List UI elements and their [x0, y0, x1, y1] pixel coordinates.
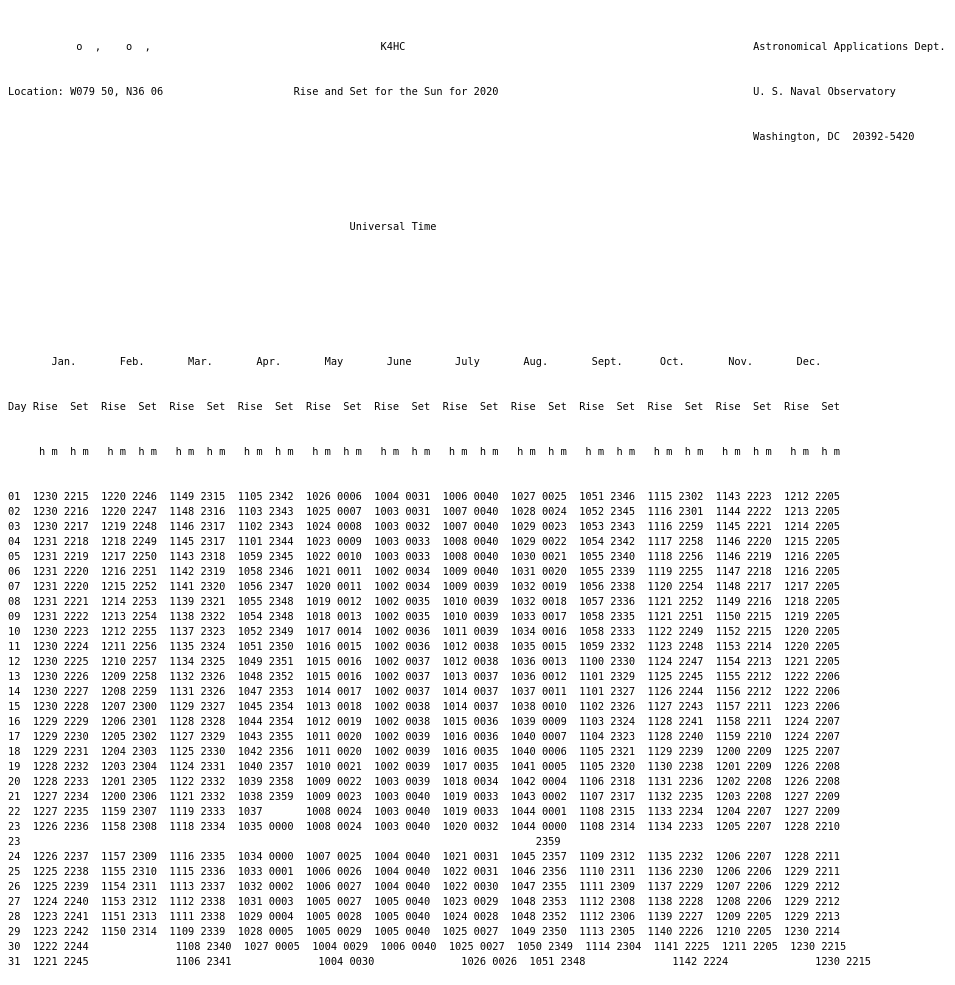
blank-line: [8, 265, 946, 280]
table-row: 30 1222 2244 1108 2340 1027 0005 1004 0029 1006 0040 1025 0027 1050 2349 1114 2304 1141 2225 1211 2205 1230 2215: [8, 941, 847, 953]
location-degree-marks: o , o ,: [8, 41, 151, 53]
table-row: 21 1227 2234 1200 2306 1121 2332 1038 2359 1009 0023 1003 0040 1019 0033 1043 0002 1107 2317 1132 2235 1203 2208 1227 2209: [8, 791, 840, 803]
table-row: 28 1223 2241 1151 2313 1111 2338 1029 0004 1005 0028 1005 0040 1024 0028 1048 2352 1112 2306 1139 2227 1209 2205 1229 2213: [8, 911, 840, 923]
usno-sun-table-document: [8, 10, 946, 985]
location-label: Location: W079 50, N36 06: [8, 86, 164, 98]
table-row: 04 1231 2218 1218 2249 1145 2317 1101 2344 1023 0009 1003 0033 1008 0040 1029 0022 1054 2342 1117 2258 1146 2220 1215 2205: [8, 536, 840, 548]
publisher-line-3: Washington, DC 20392-5420: [753, 131, 915, 143]
report-title: K4HC: [380, 41, 406, 53]
publisher-address-line: [8, 130, 946, 145]
blank-line: [8, 310, 946, 325]
table-row: 26 1225 2239 1154 2311 1113 2337 1032 0002 1006 0027 1004 0040 1022 0030 1047 2355 1111 2309 1137 2229 1207 2206 1229 2212: [8, 881, 840, 893]
table-row: 22 1227 2235 1159 2307 1119 2333 1037 1008 0024 1003 0040 1019 0033 1044 0001 1108 2315 1133 2234 1204 2207 1227 2209: [8, 806, 840, 818]
location-title-line: [8, 85, 946, 100]
table-row: 25 1225 2238 1155 2310 1115 2336 1033 0001 1006 0026 1004 0040 1022 0031 1046 2356 1110 2311 1136 2230 1206 2206 1229 2211: [8, 866, 840, 878]
table-row: 17 1229 2230 1205 2302 1127 2329 1043 2355 1011 0020 1002 0039 1016 0036 1040 0007 1104 2323 1128 2240 1159 2210 1224 2207: [8, 731, 840, 743]
publisher-line-1: Astronomical Applications Dept.: [753, 41, 946, 53]
table-row: 01 1230 2215 1220 2246 1149 2315 1105 2342 1026 0006 1004 0031 1006 0040 1027 0025 1051 2346 1115 2302 1143 2223 1212 2205: [8, 491, 840, 503]
table-row: 06 1231 2220 1216 2251 1142 2319 1058 2346 1021 0011 1002 0034 1009 0040 1031 0020 1055 2339 1119 2255 1147 2218 1216 2205: [8, 566, 840, 578]
day-rows: [8, 490, 946, 970]
table-row: 07 1231 2220 1215 2252 1141 2320 1056 2347 1020 0011 1002 0034 1009 0039 1032 0019 1056 2338 1120 2254 1148 2217 1217 2205: [8, 581, 840, 593]
rise-set-header-row: Day Rise Set Rise Set Rise Set Rise Set Rise Set Rise Set Rise Set Rise Set Rise Set Rise Set Rise Set Rise Set: [8, 401, 840, 413]
table-row: 11 1230 2224 1211 2256 1135 2324 1051 2350 1016 0015 1002 0036 1012 0038 1035 0015 1059 2332 1123 2248 1153 2214 1220 2205: [8, 641, 840, 653]
table-row: 09 1231 2222 1213 2254 1138 2322 1054 2348 1018 0013 1002 0035 1010 0039 1033 0017 1058 2335 1121 2251 1150 2215 1219 2205: [8, 611, 840, 623]
blank-line: [8, 175, 946, 190]
table-row: 10 1230 2223 1212 2255 1137 2323 1052 2349 1017 0014 1002 0036 1011 0039 1034 0016 1058 2333 1122 2249 1152 2215 1220 2205: [8, 626, 840, 638]
publisher-line-2: U. S. Naval Observatory: [753, 86, 896, 98]
table-row: 16 1229 2229 1206 2301 1128 2328 1044 2354 1012 0019 1002 0038 1015 0036 1039 0009 1103 2324 1128 2241 1158 2211 1224 2207: [8, 716, 840, 728]
table-row: 03 1230 2217 1219 2248 1146 2317 1102 2343 1024 0008 1003 0032 1007 0040 1029 0023 1053 2343 1116 2259 1145 2221 1214 2205: [8, 521, 840, 533]
time-basis-line: [8, 220, 946, 235]
table-row: 15 1230 2228 1207 2300 1129 2327 1045 2354 1013 0018 1002 0038 1014 0037 1038 0010 1102 2326 1127 2243 1157 2211 1223 2206: [8, 701, 840, 713]
table-row: 29 1223 2242 1150 2314 1109 2339 1028 0005 1005 0029 1005 0040 1025 0027 1049 2350 1113 2305 1140 2226 1210 2205 1230 2214: [8, 926, 840, 938]
report-subtitle: Rise and Set for the Sun for 2020: [293, 86, 499, 98]
location-degree-marks-line: [8, 40, 946, 55]
table-row: 27 1224 2240 1153 2312 1112 2338 1031 0003 1005 0027 1005 0040 1023 0029 1048 2353 1112 2308 1138 2228 1208 2206 1229 2212: [8, 896, 840, 908]
table-row: 12 1230 2225 1210 2257 1134 2325 1049 2351 1015 0016 1002 0037 1012 0038 1036 0013 1100 2330 1124 2247 1154 2213 1221 2205: [8, 656, 840, 668]
hour-minute-units-row: h m h m h m h m h m h m h m h m h m h m h m h m h m h m h m h m h m h m h m h m h m h m h m h m: [8, 446, 840, 458]
table-row: 05 1231 2219 1217 2250 1143 2318 1059 2345 1022 0010 1003 0033 1008 0040 1030 0021 1055 2340 1118 2256 1146 2219 1216 2205: [8, 551, 840, 563]
month-header-row: Jan. Feb. Mar. Apr. May June July Aug. Sept. Oct. Nov. Dec.: [8, 356, 822, 368]
time-basis: Universal Time: [349, 221, 437, 233]
table-row: 19 1228 2232 1203 2304 1124 2331 1040 2357 1010 0021 1002 0039 1017 0035 1041 0005 1105 2320 1130 2238 1201 2209 1226 2208: [8, 761, 840, 773]
table-row: 23 1226 2236 1158 2308 1118 2334 1035 0000 1008 0024 1003 0040 1020 0032 1044 0000 1108 2314 1134 2233 1205 2207 1228 2210: [8, 821, 840, 833]
table-row: 14 1230 2227 1208 2259 1131 2326 1047 2353 1014 0017 1002 0037 1014 0037 1037 0011 1101 2327 1126 2244 1156 2212 1222 2206: [8, 686, 840, 698]
table-row: 20 1228 2233 1201 2305 1122 2332 1039 2358 1009 0022 1003 0039 1018 0034 1042 0004 1106 2318 1131 2236 1202 2208 1226 2208: [8, 776, 840, 788]
table-row: 31 1221 2245 1106 2341 1004 0030 1026 0026 1051 2348 1142 2224 1230 2215: [8, 956, 872, 968]
table-row: 24 1226 2237 1157 2309 1116 2335 1034 0000 1007 0025 1004 0040 1021 0031 1045 2357 1109 2312 1135 2232 1206 2207 1228 2211: [8, 851, 840, 863]
table-row: 08 1231 2221 1214 2253 1139 2321 1055 2348 1019 0012 1002 0035 1010 0039 1032 0018 1057 2336 1121 2252 1149 2216 1218 2205: [8, 596, 840, 608]
table-row: 23 2359: [8, 836, 561, 848]
table-row: 18 1229 2231 1204 2303 1125 2330 1042 2356 1011 0020 1002 0039 1016 0035 1040 0006 1105 2321 1129 2239 1200 2209 1225 2207: [8, 746, 840, 758]
table-row: 13 1230 2226 1209 2258 1132 2326 1048 2352 1015 0016 1002 0037 1013 0037 1036 0012 1101 2329 1125 2245 1155 2212 1222 2206: [8, 671, 840, 683]
table-row: 02 1230 2216 1220 2247 1148 2316 1103 2343 1025 0007 1003 0031 1007 0040 1028 0024 1052 2345 1116 2301 1144 2222 1213 2205: [8, 506, 840, 518]
